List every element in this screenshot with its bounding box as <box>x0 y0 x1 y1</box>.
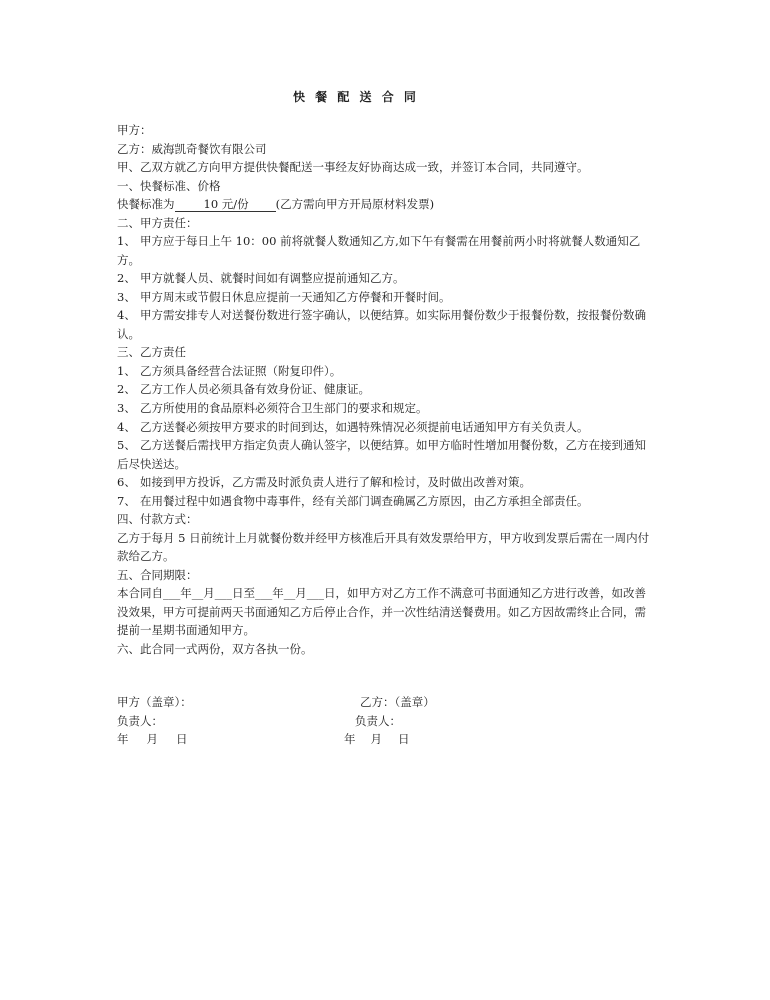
clause-number: 2、 <box>117 271 136 286</box>
price-standard-label: 快餐标准为 <box>117 197 175 212</box>
clause-text: 甲方就餐人员、就餐时间如有调整应提前通知乙方。 <box>140 271 405 286</box>
clause-number: 5、 <box>117 438 136 453</box>
party-a-seal-label: 甲方（盖章）： <box>117 695 192 709</box>
clause-number: 3、 <box>117 289 136 304</box>
clause-text: 乙方工作人员必须具备有效身份证、健康证。 <box>140 382 370 397</box>
paragraph-line: 提前一星期书面通知甲方。 <box>117 623 255 638</box>
clause <box>117 418 649 437</box>
clause <box>117 436 649 455</box>
clause-continuation: 认。 <box>117 326 140 341</box>
date-day-label: 日 <box>176 732 188 747</box>
date-day-label: 日 <box>398 732 410 747</box>
clause-number: 1、 <box>117 363 136 378</box>
clause <box>117 380 649 399</box>
date-month-label: 月 <box>146 732 158 747</box>
date-month-label: 月 <box>370 732 382 747</box>
section-heading: 一、快餐标准、价格 <box>117 178 221 193</box>
clause-text: 在用餐过程中如遇食物中毒事件，经有关部门调查确属乙方原因，由乙方承担全部责任。 <box>140 493 589 508</box>
paragraph-line: 乙方于每月 5 日前统计上月就餐份数并经甲方核准后开具有效发票给甲方，甲方收到发票后需在一周内付 <box>117 530 650 545</box>
clause-text: 甲方周末或节假日休息应提前一天通知乙方停餐和开餐时间。 <box>140 289 451 304</box>
clause <box>117 362 649 381</box>
party-b-signature-block <box>344 693 435 749</box>
clause-number: 6、 <box>117 475 136 490</box>
preamble: 甲、乙双方就乙方向甲方提供快餐配送一事经友好协商达成一致，并签订本合同，共同遵守。 <box>117 160 589 175</box>
section-heading: 二、甲方责任： <box>117 215 198 230</box>
party-b-seal-label: 乙方：（盖章） <box>360 695 435 709</box>
section-heading: 五、合同期限： <box>117 567 198 582</box>
clause-number: 7、 <box>117 493 136 508</box>
clause <box>117 269 649 288</box>
price-standard-line <box>117 195 649 214</box>
date-year-label: 年 <box>117 732 129 747</box>
clause <box>117 232 649 251</box>
clause-text: 甲方需安排专人对送餐份数进行签字确认，以便结算。如实际用餐份数少于报餐份数，按报餐份数确 <box>140 308 646 323</box>
paragraph-line: 本合同自___年__月___日至___年__月___日，如甲方对乙方工作不满意可书面通知乙方进行改善，如改善 <box>117 586 646 601</box>
clause-text: 甲方应于每日上午 10：00 前将就餐人数通知乙方,如下午有餐需在用餐前两小时将就餐人数通知乙 <box>140 234 641 249</box>
clause <box>117 473 649 492</box>
price-standard-note: (乙方需向甲方开局原材料发票) <box>275 197 435 212</box>
party-a-date <box>117 730 192 749</box>
clause-text: 乙方所使用的食品原料必须符合卫生部门的要求和规定。 <box>140 400 428 415</box>
party-a-line: 甲方： <box>117 123 152 137</box>
clause <box>117 306 649 325</box>
contract-body <box>117 121 649 658</box>
clause-number: 4、 <box>117 308 136 323</box>
clause-text: 如接到甲方投诉，乙方需及时派负责人进行了解和检讨，及时做出改善对策。 <box>140 475 531 490</box>
clause-text: 乙方送餐后需找甲方指定负责人确认签字，以便结算。如甲方临时性增加用餐份数，乙方在接到通知 <box>140 438 646 453</box>
clause-number: 1、 <box>117 234 136 249</box>
clause-continuation: 方。 <box>117 252 140 267</box>
party-b-representative-label: 负责人： <box>355 713 401 728</box>
party-a-representative-label: 负责人： <box>117 713 163 728</box>
clause-number: 2、 <box>117 382 136 397</box>
party-a-signature-block <box>117 693 192 749</box>
party-b-date <box>344 730 435 749</box>
clause <box>117 288 649 307</box>
section-heading: 四、付款方式： <box>117 512 198 527</box>
clause-text: 乙方送餐必须按甲方要求的时间到达，如遇特殊情况必须提前电话通知甲方有关负责人。 <box>140 419 589 434</box>
party-b-line: 乙方：威海凯奇餐饮有限公司 <box>117 141 267 156</box>
section-heading: 六、此合同一式两份，双方各执一份。 <box>117 641 313 656</box>
clause <box>117 492 649 511</box>
clause-continuation: 后尽快送达。 <box>117 456 186 471</box>
clause-number: 3、 <box>117 400 136 415</box>
clause-number: 4、 <box>117 419 136 434</box>
clause-text: 乙方须具备经营合法证照（附复印件）。 <box>140 363 342 378</box>
clause <box>117 399 649 418</box>
section-heading: 三、乙方责任 <box>117 345 186 360</box>
date-year-label: 年 <box>344 732 356 747</box>
contract-title: 快 餐 配 送 合 同 <box>293 90 419 104</box>
paragraph-line: 没效果，甲方可提前两天书面通知乙方后停止合作，并一次性结清送餐费用。如乙方因故需终止合同，需 <box>117 604 646 619</box>
paragraph-line: 款给乙方。 <box>117 549 175 564</box>
price-standard-value: 10 元/份 <box>175 197 276 212</box>
